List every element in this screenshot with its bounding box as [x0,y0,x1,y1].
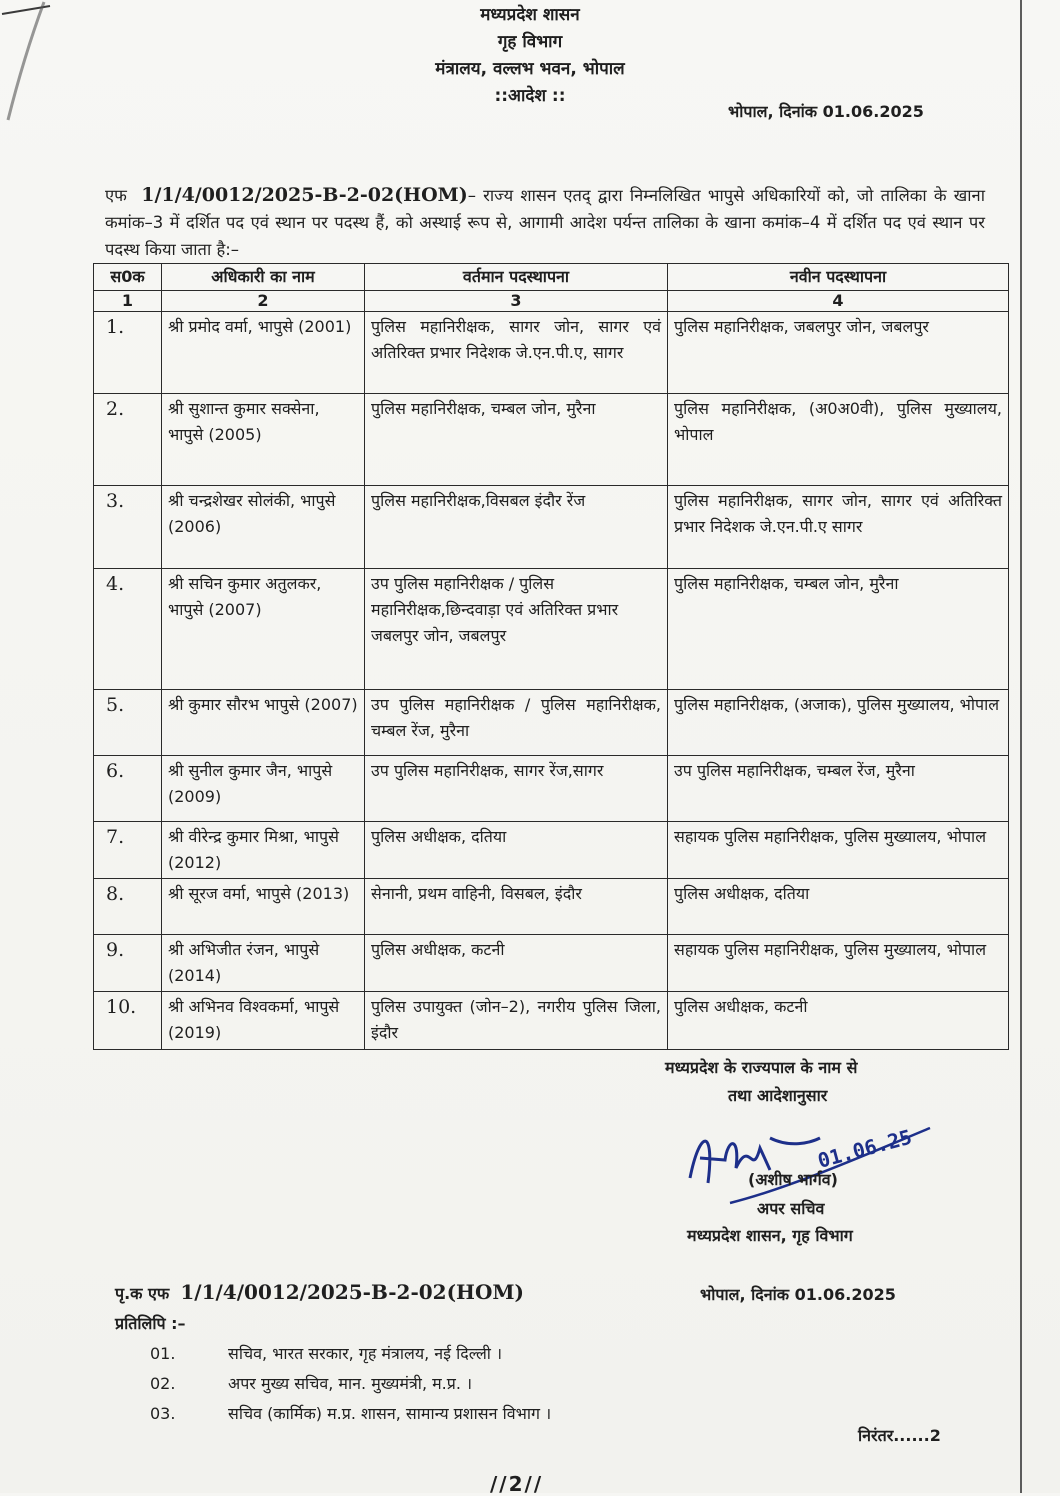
list-item [150,1368,551,1398]
copy-list [150,1338,551,1428]
copy-number: 01. [150,1343,176,1363]
row-sno: 2. [94,394,162,486]
col-number: 4 [668,291,1009,312]
authority-line: मध्यप्रदेश के राज्यपाल के नाम से [665,1058,858,1077]
row-officer-name: श्री सूरज वर्मा, भापुसे (2013) [162,879,365,935]
row-new-posting: पुलिस महानिरीक्षक, चम्बल जोन, मुरैना [668,569,1009,690]
row-sno: 6. [94,756,162,822]
row-new-posting: पुलिस महानिरीक्षक, (अ0अ0वी), पुलिस मुख्यालय, भोपाल [668,394,1009,486]
list-item [150,1338,551,1368]
col-header-current-posting: वर्तमान पदस्थापना [365,264,668,291]
row-sno: 3. [94,486,162,569]
table-row [94,935,1009,992]
row-officer-name: श्री चन्द्रशेखर सोलंकी, भापुसे (2006) [162,486,365,569]
signatory-designation: अपर सचिव [757,1199,825,1218]
row-officer-name: श्री अभिजीत रंजन, भापुसे (2014) [162,935,365,992]
endorsement-reference [115,1280,524,1304]
order-intro-paragraph [105,182,985,263]
row-sno: 4. [94,569,162,690]
row-officer-name: श्री प्रमोद वर्मा, भापुसे (2001) [162,312,365,394]
row-new-posting: पुलिस महानिरीक्षक, (अजाक), पुलिस मुख्यालय, भोपाल [668,690,1009,756]
row-officer-name: श्री सुशान्त कुमार सक्सेना, भापुसे (2005) [162,394,365,486]
row-officer-name: श्री अभिनव विश्वकर्मा, भापुसे (2019) [162,992,365,1050]
row-new-posting: पुलिस महानिरीक्षक, जबलपुर जोन, जबलपुर [668,312,1009,394]
transfer-table [93,263,1009,1050]
copy-recipient: अपर मुख्य सचिव, मान. मुख्यमंत्री, म.प्र. । [228,1374,473,1393]
copy-recipient: सचिव (कार्मिक) म.प्र. शासन, सामान्य प्रशासन विभाग । [228,1404,552,1423]
row-sno: 5. [94,690,162,756]
letterhead [0,2,1060,110]
row-sno: 9. [94,935,162,992]
govt-name: मध्यप्रदेश शासन [480,5,580,25]
row-officer-name: श्री कुमार सौरभ भापुसे (2007) [162,690,365,756]
row-current-posting: उप पुलिस महानिरीक्षक, सागर रेंज,सागर [365,756,668,822]
order-reference-number: 1/1/4/0012/2025-B-2-02(HOM) [141,184,468,206]
row-current-posting: सेनानी, प्रथम वाहिनी, विसबल, इंदौर [365,879,668,935]
col-header-new-posting: नवीन पदस्थापना [668,264,1009,291]
continued-marker: निरंतर......2 [858,1426,941,1445]
row-current-posting: पुलिस महानिरीक्षक, सागर जोन, सागर एवं अतिरिक्त प्रभार निदेशक जे.एन.पी.ए, सागर [365,312,668,394]
row-new-posting: सहायक पुलिस महानिरीक्षक, पुलिस मुख्यालय, भोपाल [668,822,1009,879]
row-new-posting: पुलिस अधीक्षक, कटनी [668,992,1009,1050]
signature-icon [670,1108,970,1208]
endorsement-date: भोपाल, दिनांक 01.06.2025 [700,1285,896,1304]
col-header-name: अधिकारी का नाम [162,264,365,291]
list-item [150,1398,551,1428]
office-address: मंत्रालय, वल्लभ भवन, भोपाल [435,59,625,79]
table-row [94,690,1009,756]
row-new-posting: पुलिस अधीक्षक, दतिया [668,879,1009,935]
table-header-row [94,264,1009,291]
copy-number: 03. [150,1403,176,1423]
col-number: 3 [365,291,668,312]
endorsement-ref-number: 1/1/4/0012/2025-B-2-02(HOM) [180,1280,524,1304]
row-officer-name: श्री वीरेन्द्र कुमार मिश्रा, भापुसे (2012) [162,822,365,879]
handwritten-date: 01.06.25 [815,1124,915,1173]
table-row [94,394,1009,486]
table-row [94,992,1009,1050]
row-new-posting: सहायक पुलिस महानिरीक्षक, पुलिस मुख्यालय, भोपाल [668,935,1009,992]
order-title: ::आदेश :: [494,86,566,106]
row-new-posting: पुलिस महानिरीक्षक, सागर जोन, सागर एवं अतिरिक्त प्रभार निदेशक जे.एन.पी.ए सागर [668,486,1009,569]
table-row [94,879,1009,935]
page-edge-line [1020,0,1022,1493]
signatory-department: मध्यप्रदेश शासन, गृह विभाग [687,1226,853,1245]
table-row [94,569,1009,690]
row-current-posting: उप पुलिस महानिरीक्षक / पुलिस महानिरीक्षक,छिन्दवाड़ा एवं अतिरिक्त प्रभार जबलपुर जोन, जबलपुर [365,569,668,690]
table-row [94,822,1009,879]
table-row [94,486,1009,569]
order-line: तथा आदेशानुसार [728,1086,828,1105]
department-name: गृह विभाग [497,32,563,52]
copy-to-label: प्रतिलिपि :– [115,1314,186,1333]
row-officer-name: श्री सुनील कुमार जैन, भापुसे (2009) [162,756,365,822]
row-officer-name: श्री सचिन कुमार अतुलकर, भापुसे (2007) [162,569,365,690]
col-header-sno: स0क [94,264,162,291]
row-current-posting: पुलिस उपायुक्त (जोन–2), नगरीय पुलिस जिला, इंदौर [365,992,668,1050]
row-current-posting: पुलिस अधीक्षक, कटनी [365,935,668,992]
row-sno: 8. [94,879,162,935]
row-current-posting: पुलिस महानिरीक्षक, चम्बल जोन, मुरैना [365,394,668,486]
column-number-row [94,291,1009,312]
copy-number: 02. [150,1373,176,1393]
row-sno: 7. [94,822,162,879]
row-current-posting: उप पुलिस महानिरीक्षक / पुलिस महानिरीक्षक, चम्बल रेंज, मुरैना [365,690,668,756]
row-sno: 1. [94,312,162,394]
ref-prefix: एफ [105,186,127,205]
copy-recipient: सचिव, भारत सरकार, गृह मंत्रालय, नई दिल्ली । [228,1344,503,1363]
row-new-posting: उप पुलिस महानिरीक्षक, चम्बल रेंज, मुरैना [668,756,1009,822]
signatory-name: (अशीष भार्गव) [748,1170,838,1189]
endorsement-prefix: पृ.क एफ [115,1284,170,1303]
order-date: भोपाल, दिनांक 01.06.2025 [728,102,924,121]
page-number-marker: //2// [490,1472,544,1496]
col-number: 2 [162,291,365,312]
row-current-posting: पुलिस अधीक्षक, दतिया [365,822,668,879]
table-row [94,756,1009,822]
intro-text: – राज्य शासन एतद् द्वारा निम्नलिखित भापुसे अधिकारियों को, जो तालिका के खाना कमांक–3 में दर्शित पद एवं स्थान पर पदस्थ हैं, को अस्थाई रूप से, आगामी आदेश पर्यन्त तालिका के खाना कमांक–4 में दर्शित पद एवं स्थान पर पदस्थ किया जाता है:– [105,186,985,259]
row-current-posting: पुलिस महानिरीक्षक,विसबल इंदौर रेंज [365,486,668,569]
col-number: 1 [94,291,162,312]
table-row [94,312,1009,394]
row-sno: 10. [94,992,162,1050]
